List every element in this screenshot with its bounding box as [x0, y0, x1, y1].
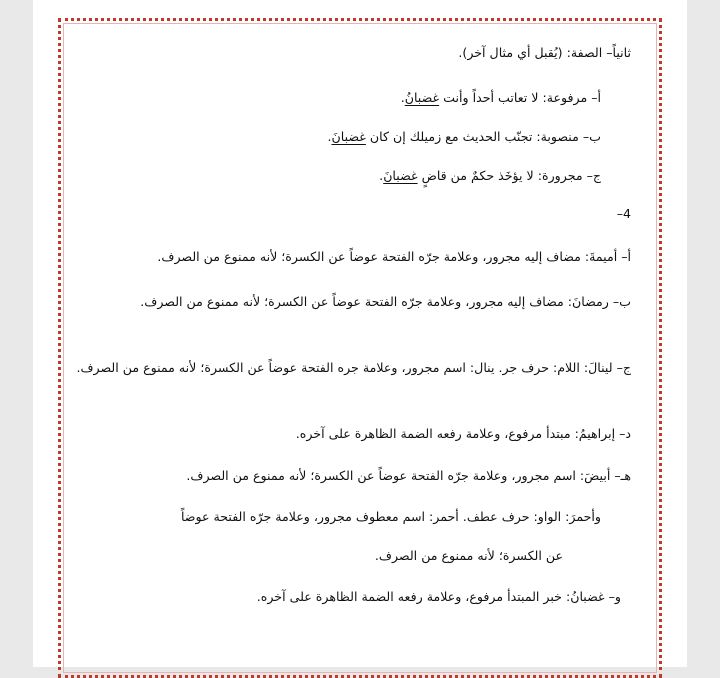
sec2-item-c-text: ج– مجرورة: لا يؤخَذ حكمٌ من قاضٍ: [417, 168, 601, 183]
sec2-item-a-text: أ– مرفوعة: لا تعاتب أحداً وأنت: [439, 90, 601, 105]
q4-item-c: ج– لينالَ: اللام: حرف جر. ينال: اسم مجرور، وعلامة جره الفتحة عوضاً عن الكسرة؛ لأنه ممنوع من الصرف.: [76, 360, 631, 375]
q4-item-a: أ– أميمةَ: مضاف إليه مجرور، وعلامة جرّه الفتحة عوضاً عن الكسرة؛ لأنه ممنوع من الصرف.: [157, 249, 631, 264]
section-2-title: ثانياً– الصفة: (يُقبل أي مثال آخر).: [458, 45, 631, 60]
sec2-item-a-end: .: [400, 90, 405, 105]
sec2-item-b-text: ب– منصوبة: تجنّب الحديث مع زميلك إن كان: [365, 129, 601, 144]
sec2-item-a-word: غضبانُ: [404, 90, 440, 105]
sec2-item-a: [401, 89, 601, 107]
q4-item-w: و– غضبانُ: خبر المبتدأ مرفوع، وعلامة رفعه الضمة الظاهرة على آخره.: [256, 589, 621, 604]
sec2-item-c: [379, 167, 601, 185]
document-page: [33, 0, 687, 667]
sec2-item-c-end: .: [379, 168, 384, 183]
q4-item-d: د– إبراهيمُ: مبتدأ مرفوع، وعلامة رفعه الضمة الظاهرة على آخره.: [295, 426, 631, 441]
q4-item-h2-line2: عن الكسرة؛ لأنه ممنوع من الصرف.: [374, 548, 563, 563]
question-4-number: 4–: [616, 206, 631, 221]
q4-item-h: هـ– أبيضَ: اسم مجرور، وعلامة جرّه الفتحة عوضاً عن الكسرة؛ لأنه ممنوع من الصرف.: [186, 468, 631, 483]
document-content: [57, 0, 643, 667]
sec2-item-b: [327, 128, 601, 146]
sec2-item-c-word: غضبانَ: [383, 168, 418, 183]
q4-item-h2-line1: وأحمرَ: الواو: حرف عطف. أحمر: اسم معطوف مجرور، وعلامة جرّه الفتحة عوضاً: [180, 509, 601, 524]
q4-item-b: ب– رمضانَ: مضاف إليه مجرور، وعلامة جرّه الفتحة عوضاً عن الكسرة؛ لأنه ممنوع من الصرف.: [140, 294, 631, 309]
sec2-item-b-end: .: [327, 129, 332, 144]
sec2-item-b-word: غضبانَ: [331, 129, 366, 144]
